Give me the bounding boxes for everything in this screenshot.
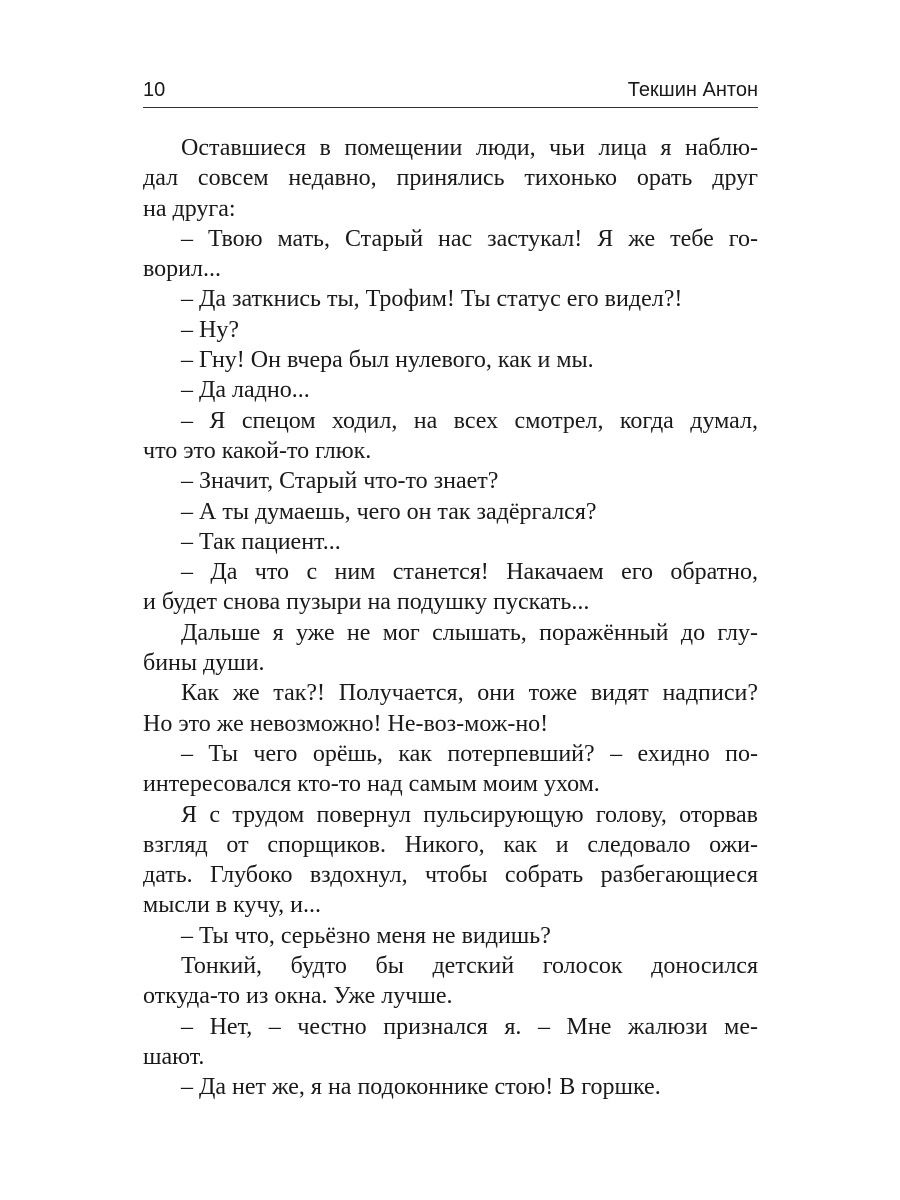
text-line: Как же так?! Получается, они тоже видят надписи? xyxy=(181,680,758,707)
running-head-author: Текшин Антон xyxy=(627,79,758,101)
text-line: бины души. xyxy=(143,650,265,677)
text-line: откуда-то из окна. Уже лучше. xyxy=(143,983,453,1010)
text-line: ворил... xyxy=(143,256,221,283)
text-line: – Да что с ним станется! Накачаем его обратно, xyxy=(181,559,758,586)
text-line: – Гну! Он вчера был нулевого, как и мы. xyxy=(181,347,594,374)
text-line: и будет снова пузыри на подушку пускать... xyxy=(143,589,590,616)
text-line: Тонкий, будто бы детский голосок доносился xyxy=(181,953,758,980)
text-line: шают. xyxy=(143,1043,205,1070)
text-line: Дальше я уже не мог слышать, поражённый до глу- xyxy=(181,619,758,646)
text-line: – Ты чего орёшь, как потерпевший? – ехидно по- xyxy=(181,740,758,767)
text-line: – Ну? xyxy=(181,316,239,343)
text-line: дал совсем недавно, принялись тихонько орать друг xyxy=(143,165,758,192)
text-line: – Нет, – честно признался я. – Мне жалюзи ме- xyxy=(181,1013,758,1040)
text-line: Я с трудом повернул пульсирующую голову, оторвав xyxy=(181,801,758,828)
running-head xyxy=(143,76,758,104)
text-line: – Твою мать, Старый нас застукал! Я же тебе го- xyxy=(181,225,758,252)
text-line: Но это же невозможно! Не-воз-мож-но! xyxy=(143,710,549,737)
text-line: взгляд от спорщиков. Никого, как и следовало ожи- xyxy=(143,831,758,858)
text-line: дать. Глубоко вздохнул, чтобы собрать разбегающиеся xyxy=(143,862,758,889)
text-line: – Да ладно... xyxy=(181,377,310,404)
text-line: – Ты что, серьёзно меня не видишь? xyxy=(181,922,551,949)
page-number: 10 xyxy=(143,79,166,101)
text-line: интересовался кто-то над самым моим ухом. xyxy=(143,771,600,798)
text-line: – Да заткнись ты, Трофим! Ты статус его видел?! xyxy=(181,286,683,313)
text-line: что это какой-то глюк. xyxy=(143,437,372,464)
body-text xyxy=(143,133,758,1103)
text-line: – Значит, Старый что-то знает? xyxy=(181,468,499,495)
header-rule xyxy=(143,107,758,108)
text-line: на друга: xyxy=(143,195,236,222)
text-line: – Да нет же, я на подоконнике стою! В горшке. xyxy=(181,1074,661,1101)
text-line: – Я спецом ходил, на всех смотрел, когда думал, xyxy=(181,407,758,434)
text-line: – Так пациент... xyxy=(181,528,341,555)
text-line: мысли в кучу, и... xyxy=(143,892,321,919)
text-line: Оставшиеся в помещении люди, чьи лица я наблю- xyxy=(181,135,758,161)
text-line: – А ты думаешь, чего он так задёргался? xyxy=(181,498,597,525)
